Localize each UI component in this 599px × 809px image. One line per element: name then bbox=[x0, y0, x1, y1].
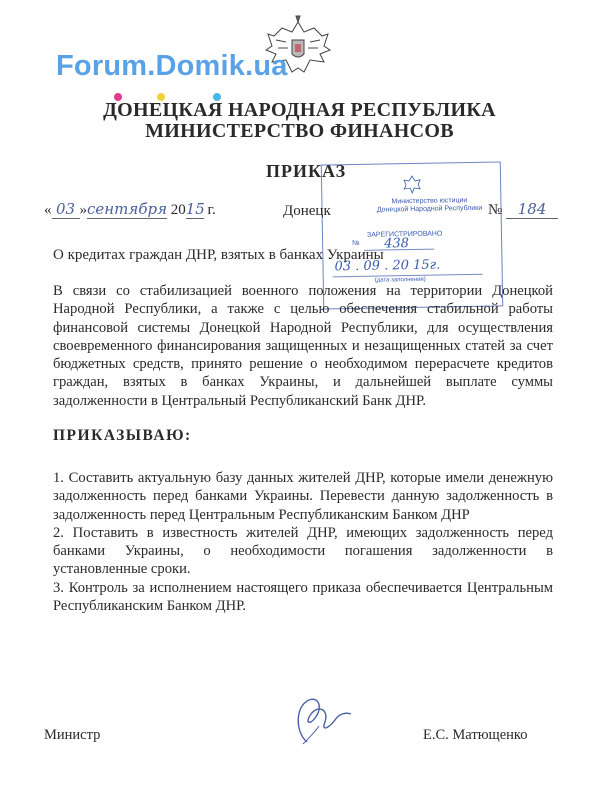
date-year-label: г. bbox=[207, 202, 216, 218]
stamp-line2: Донецкой Народной Республики bbox=[376, 204, 483, 214]
order-item-1: 1. Составить актуальную базу данных жителей ДНР, которые имели денежную задолженность перед банками Украины. Перевести данную задолженность в задолженность перед Центральным Республиканским Банком ДНР bbox=[53, 470, 553, 523]
order-number bbox=[488, 200, 558, 219]
order-directive-heading: ПРИКАЗЫВАЮ: bbox=[53, 427, 192, 444]
date-open-quote: « bbox=[44, 202, 52, 218]
header-republic: ДОНЕЦКАЯ НАРОДНАЯ РЕСПУБЛИКА bbox=[103, 99, 496, 121]
date-year-suffix: 15 bbox=[185, 200, 205, 218]
header-ministry: МИНИСТЕРСТВО ФИНАНСОВ bbox=[145, 120, 454, 142]
document-type-title: ПРИКАЗ bbox=[266, 161, 347, 181]
watermark-text: Forum.Domik.ua bbox=[56, 50, 288, 82]
stamp-line1: Министерство юстиции bbox=[391, 197, 468, 206]
stamp-date-caption: (дата заполнения) bbox=[374, 276, 426, 284]
stamp-date-value: 03 . 09 . 20 15г. bbox=[334, 257, 441, 275]
order-date bbox=[44, 200, 216, 219]
order-item-3: 3. Контроль за исполнением настоящего приказа обеспечивается Центральным Республиканским Банком ДНР. bbox=[53, 579, 553, 615]
date-day: 03 bbox=[52, 200, 80, 219]
handwritten-signature bbox=[285, 692, 355, 752]
date-year-prefix: 20 bbox=[170, 202, 186, 218]
order-number-value: 184 bbox=[506, 200, 558, 219]
order-item-2: 2. Поставить в известность жителей ДНР, имеющих задолженность перед банками Украины, о необходимости погашения задолженности в установленные сроки. bbox=[53, 524, 553, 578]
date-month: сентября bbox=[87, 200, 168, 218]
stamp-number-value: 438 bbox=[384, 236, 410, 252]
signoff-title: Министр bbox=[44, 727, 101, 743]
stamp-emblem-icon bbox=[401, 173, 423, 195]
date-close-quote: » bbox=[79, 202, 87, 218]
signoff-name: Е.С. Матющенко bbox=[423, 727, 528, 743]
stamp-registered: ЗАРЕГИСТРИРОВАНО bbox=[366, 230, 443, 239]
order-number-label: № bbox=[488, 202, 503, 218]
order-subject: О кредитах граждан ДНР, взятых в банках Украины bbox=[53, 247, 384, 263]
city-name: Донецк bbox=[283, 203, 331, 219]
stamp-number-label: № bbox=[352, 239, 360, 248]
body-paragraph: В связи со стабилизацией военного положения на территории Донецкой Народной Республики, а также с целью обеспечения стабильной работы финансовой системы Донецкой Народной Республики, для осуществления своевременного финансирования защищенных и незащищенных статей за счет бюджетных средств, принято решение о необходимом перерасчете кредитов граждан, взятых в банках Украины, и дальнейшей выплате суммы задолженности в Центральный Республиканский Банк ДНР. bbox=[53, 283, 553, 409]
order-items-list bbox=[53, 469, 553, 615]
